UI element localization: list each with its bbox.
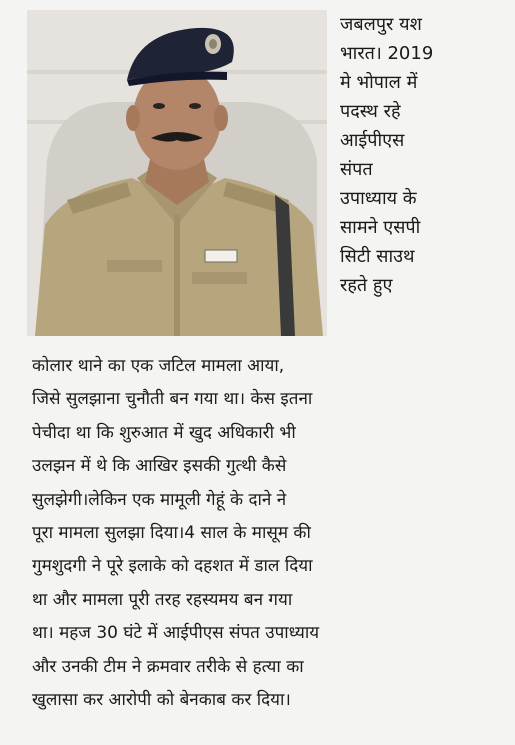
body-line: कोलार थाने का एक जटिल मामला आया, [32,356,285,376]
side-line: मे भोपाल में [340,72,418,93]
side-line: जबलपुर यश [340,14,422,35]
side-line: रहते हुए [340,275,393,296]
body-line: जिसे सुलझाना चुनौती बन गया था। केस इतना [32,389,313,410]
body-line: था। महज 30 घंटे में आईपीएस संपत उपाध्याय [32,623,320,644]
body-line: पेचीदा था कि शुरुआत में खुद अधिकारी भी [32,422,296,443]
body-line: खुलासा कर आरोपी को बेनकाब कर दिया। [32,690,291,711]
body-line: पूरा मामला सुलझा दिया।4 साल के मासूम की [32,523,311,544]
body-line: गुमशुदगी ने पूरे इलाके को दहशत में डाल दिया [32,556,313,577]
side-column-text [340,10,512,300]
officer-photo [27,10,327,336]
side-line: उपाध्याय के [340,188,417,209]
side-line: संपत [340,159,373,180]
side-line: सामने एसपी [340,217,421,238]
side-line: आईपीएस [340,130,405,151]
side-line: सिटी साउथ [340,246,415,267]
body-line: उलझन में थे कि आखिर इसकी गुत्थी कैसे [32,456,287,477]
body-line: सुलझेगी।लेकिन एक मामूली गेहूं के दाने ने [32,489,287,510]
body-line: था और मामला पूरी तरह रहस्यमय बन गया [32,589,293,610]
side-line: भारत। 2019 [340,43,434,64]
body-line: और उनकी टीम ने क्रमवार तरीके से हत्या का [32,656,304,677]
side-line: पदस्थ रहे [340,101,401,122]
article-body [32,350,512,717]
